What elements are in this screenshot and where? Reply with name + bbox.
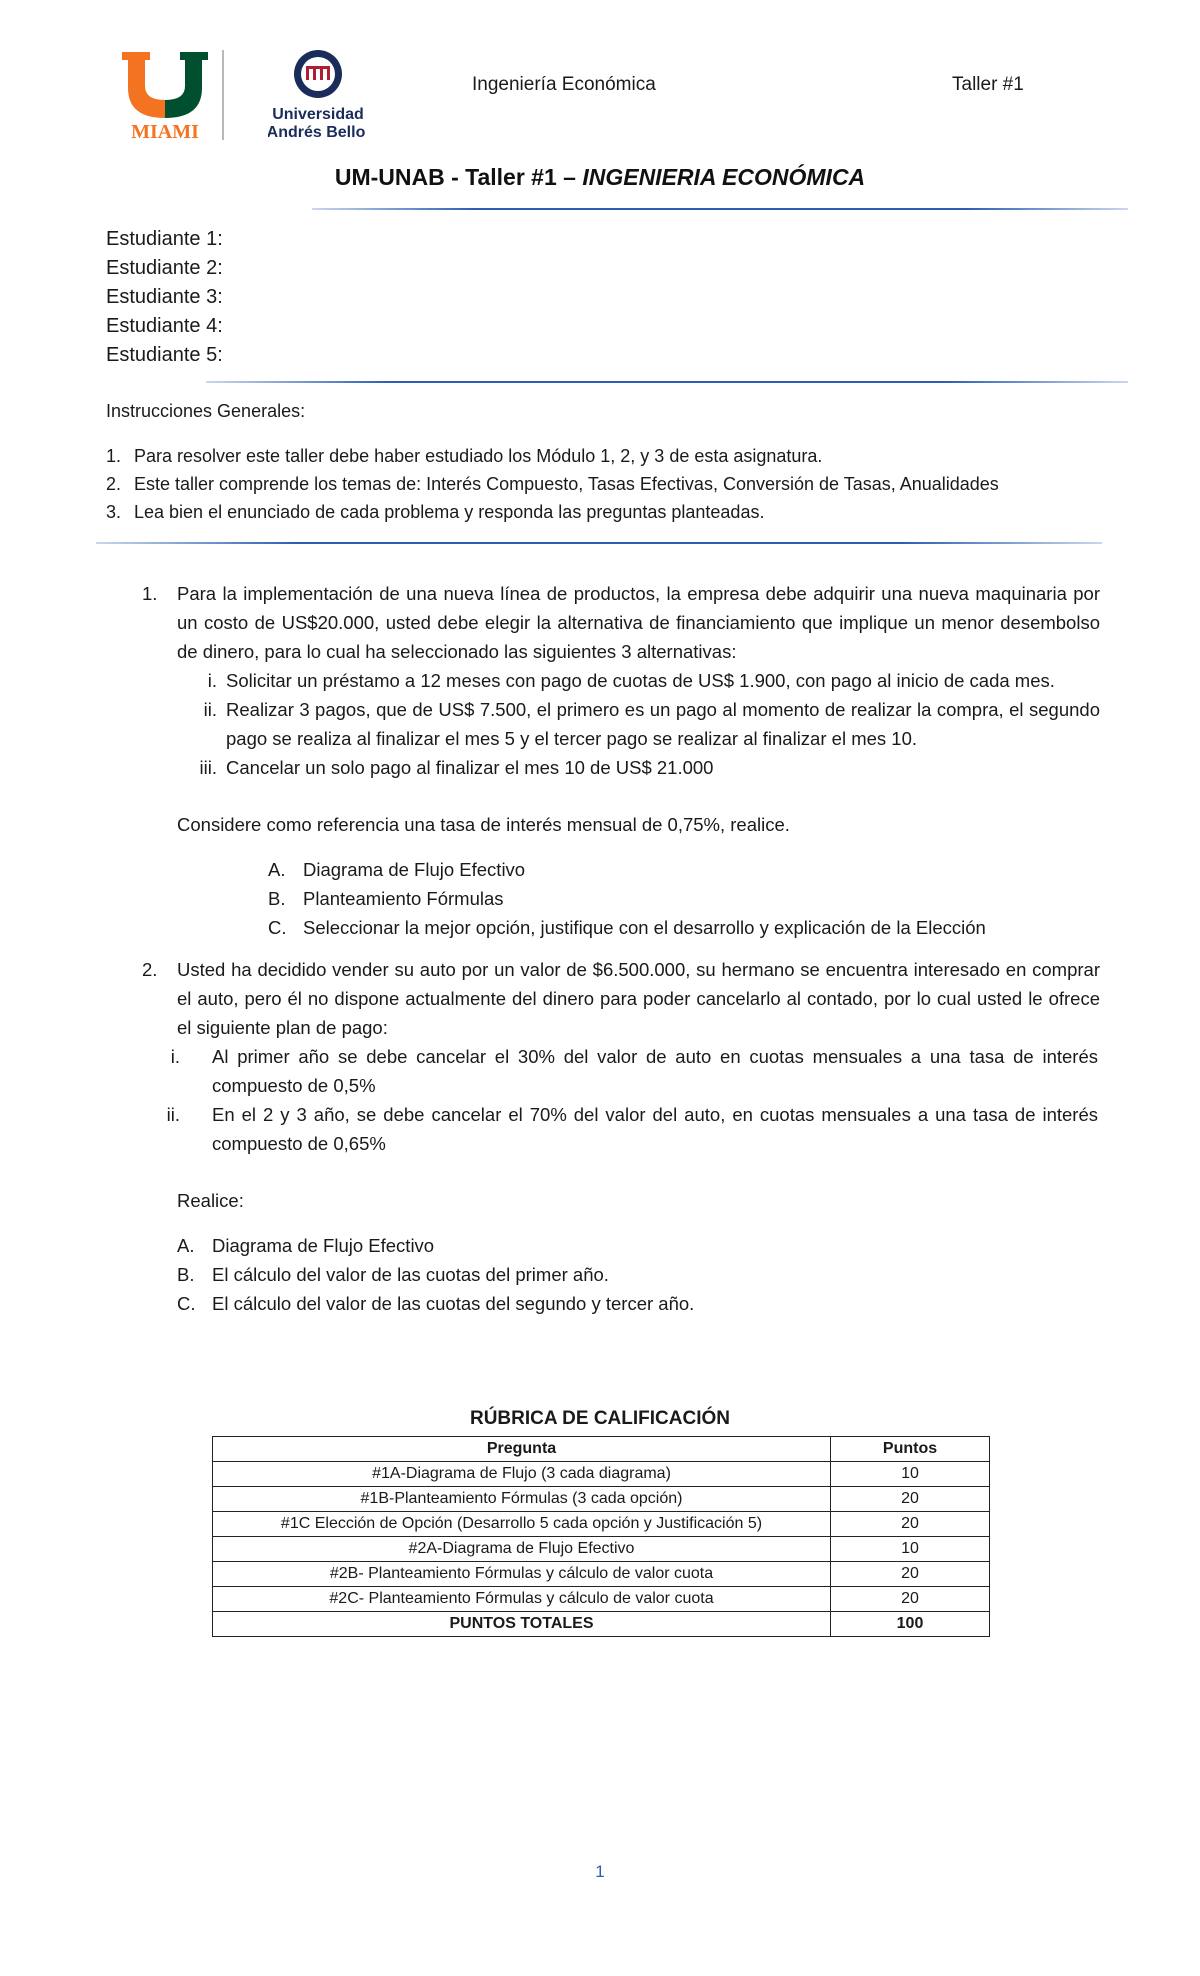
table-row — [213, 1562, 990, 1587]
question-number: 2. — [142, 959, 158, 980]
student-line: Estudiante 3: — [106, 286, 223, 308]
table-cell: PUNTOS TOTALES — [213, 1612, 831, 1637]
item-number: C. — [177, 1293, 196, 1314]
item-text: Planteamiento Fórmulas — [303, 888, 504, 909]
list-item — [177, 1289, 694, 1318]
student-list — [106, 225, 223, 370]
unab-wordmark-line1: Universidad — [272, 106, 364, 123]
list-item — [160, 695, 1100, 753]
student-line: Estudiante 4: — [106, 315, 223, 337]
item-text: Solicitar un préstamo a 12 meses con pago de cuotas de US$ 1.900, con pago al inicio de cada mes. — [226, 670, 1055, 691]
header-course-name: Ingeniería Económica — [472, 74, 656, 95]
table-cell: 10 — [831, 1462, 990, 1487]
list-item — [106, 470, 999, 498]
table-cell: #2C- Planteamiento Fórmulas y cálculo de valor cuota — [213, 1587, 831, 1612]
divider-title — [312, 208, 1128, 210]
item-number: B. — [268, 888, 286, 909]
question-1-tasks — [268, 855, 986, 942]
column-header-puntos: Puntos — [831, 1437, 990, 1462]
question-1-alternatives — [160, 666, 1100, 782]
unab-wordmark-line2: Andrés Bello — [268, 124, 366, 141]
table-row — [213, 1537, 990, 1562]
table-total-row — [213, 1612, 990, 1637]
table-cell: #1B-Planteamiento Fórmulas (3 cada opción) — [213, 1487, 831, 1512]
divider-instructions — [96, 542, 1102, 544]
item-text: Seleccionar la mejor opción, justifique con el desarrollo y explicación de la Elección — [303, 917, 986, 938]
item-text: Cancelar un solo pago al finalizar el mes 10 de US$ 21.000 — [226, 757, 714, 778]
table-cell: 20 — [831, 1487, 990, 1512]
question-1 — [142, 579, 1100, 666]
instructions-list — [106, 442, 999, 526]
table-row — [213, 1512, 990, 1537]
item-text: Al primer año se debe cancelar el 30% del valor de auto en cuotas mensuales a una tasa de interés compuesto de 0,5% — [212, 1046, 1098, 1096]
question-2 — [142, 955, 1100, 1042]
item-number: 3. — [106, 502, 122, 522]
rubric-title: RÚBRICA DE CALIFICACIÓN — [469, 1408, 730, 1429]
question-text: Para la implementación de una nueva línea de productos, la empresa debe adquirir una nueva maquinaria por un costo de US$20.000, usted debe elegir la alternativa de financiamiento que implique un menor desembolso de dinero, para lo cual ha seleccionado las siguientes 3 alternativas: — [177, 583, 1100, 662]
list-item — [150, 1100, 1100, 1158]
question-2-tasks — [177, 1231, 694, 1318]
table-row — [213, 1487, 990, 1512]
item-text: Para resolver este taller debe haber estudiado los Módulo 1, 2, y 3 de esta asignatura. — [134, 446, 823, 466]
item-text: Diagrama de Flujo Efectivo — [212, 1235, 435, 1256]
table-cell: 100 — [831, 1612, 990, 1637]
item-text: El cálculo del valor de las cuotas del primer año. — [212, 1264, 609, 1285]
item-number: A. — [268, 859, 286, 880]
list-item — [268, 913, 986, 942]
item-text: Este taller comprende los temas de: Interés Compuesto, Tasas Efectivas, Conversión de Tasas, Anualidades — [134, 474, 999, 494]
table-header-row — [213, 1437, 990, 1462]
table-cell: #1A-Diagrama de Flujo (3 cada diagrama) — [213, 1462, 831, 1487]
table-cell: 20 — [831, 1562, 990, 1587]
table-cell: 20 — [831, 1587, 990, 1612]
item-number: B. — [177, 1264, 195, 1285]
title-italic: INGENIERIA ECONÓMICA — [582, 164, 866, 190]
table-cell: #2B- Planteamiento Fórmulas y cálculo de valor cuota — [213, 1562, 831, 1587]
question-2-realice: Realice: — [177, 1190, 244, 1211]
list-item — [150, 1042, 1100, 1100]
table-cell: 20 — [831, 1512, 990, 1537]
item-number: ii. — [203, 699, 217, 720]
university-of-miami-logo — [120, 50, 210, 142]
table-row — [213, 1587, 990, 1612]
column-header-pregunta: Pregunta — [213, 1437, 831, 1462]
title-plain: UM-UNAB - Taller #1 – — [334, 164, 583, 190]
question-1-consider: Considere como referencia una tasa de interés mensual de 0,75%, realice. — [177, 814, 790, 835]
student-line: Estudiante 1: — [106, 228, 223, 250]
miami-wordmark: MIAMI — [131, 121, 199, 142]
table-cell: #1C Elección de Opción (Desarrollo 5 cada opción y Justificación 5) — [213, 1512, 831, 1537]
divider-students — [206, 381, 1128, 383]
question-number: 1. — [142, 583, 158, 604]
list-item — [177, 1231, 694, 1260]
list-item — [106, 442, 999, 470]
item-number: i. — [170, 1046, 180, 1067]
student-line: Estudiante 5: — [106, 344, 223, 366]
item-number: ii. — [166, 1104, 180, 1125]
universidad-andres-bello-logo — [268, 48, 368, 144]
header-taller-label: Taller #1 — [952, 74, 1024, 95]
student-line: Estudiante 2: — [106, 257, 223, 279]
rubric-table — [212, 1436, 990, 1637]
item-number: 2. — [106, 474, 122, 494]
table-row — [213, 1462, 990, 1487]
list-item — [106, 498, 999, 526]
item-text: El cálculo del valor de las cuotas del segundo y tercer año. — [212, 1293, 695, 1314]
document-title — [0, 164, 1200, 191]
list-item — [177, 1260, 694, 1289]
item-number: iii. — [199, 757, 217, 778]
list-item — [160, 753, 1100, 782]
list-item — [268, 855, 986, 884]
logo-divider — [222, 50, 224, 140]
item-text: Diagrama de Flujo Efectivo — [303, 859, 526, 880]
item-number: i. — [207, 670, 217, 691]
item-number: C. — [268, 917, 287, 938]
instructions-title: Instrucciones Generales: — [106, 401, 306, 421]
item-text: Realizar 3 pagos, que de US$ 7.500, el primero es un pago al momento de realizar la compra, el segundo pago se realiza al finalizar el mes 5 y el tercer pago se realizar al finalizar el mes 10. — [226, 699, 1100, 749]
table-cell: #2A-Diagrama de Flujo Efectivo — [213, 1537, 831, 1562]
item-number: A. — [177, 1235, 195, 1256]
question-text: Usted ha decidido vender su auto por un valor de $6.500.000, su hermano se encuentra interesado en comprar el auto, pero él no dispone actualmente del dinero para poder cancelarlo al contado, por lo cual usted le ofrece el siguiente plan de pago: — [177, 959, 1100, 1038]
table-cell: 10 — [831, 1537, 990, 1562]
item-text: Lea bien el enunciado de cada problema y responda las preguntas planteadas. — [134, 502, 765, 522]
list-item — [268, 884, 986, 913]
question-2-alternatives — [150, 1042, 1100, 1158]
item-number: 1. — [106, 446, 122, 466]
item-text: En el 2 y 3 año, se debe cancelar el 70% del valor del auto, en cuotas mensuales a una tasa de interés compuesto de 0,65% — [212, 1104, 1098, 1154]
list-item — [160, 666, 1100, 695]
page-number: 1 — [595, 1862, 605, 1881]
